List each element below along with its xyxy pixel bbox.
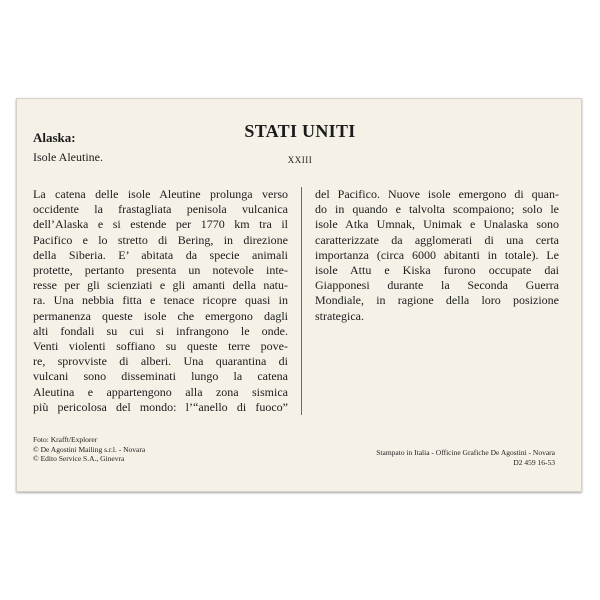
text-line: re, sprovviste di alberi. Una quarantina di: [33, 354, 288, 369]
text-line: isole Atka Umnak, Unimak e Unalaska sono: [315, 217, 559, 232]
text-line: isole Attu e Kiska furono occupate dai: [315, 263, 559, 278]
text-line: vulcani sono disseminati lungo la catena: [33, 369, 288, 384]
text-line: strategica.: [315, 308, 364, 323]
text-line: della Siberia. E’ abitata da specie animali: [33, 247, 288, 262]
text-line: resse per gli scienziati e gli amanti della natu-: [33, 278, 288, 293]
photo-credits: [33, 435, 145, 464]
text-line: Mondiale, in ragione della loro posizione: [315, 293, 559, 308]
credit-line: © De Agostini Mailing s.r.l. - Novara: [33, 444, 146, 454]
card-title: STATI UNITI: [244, 121, 356, 141]
text-line: La catena delle isole Aleutine prolunga verso: [33, 187, 288, 201]
text-line: occidente la frastagliata penisola vulcanica: [33, 202, 288, 217]
product-code: D2 459 16-53: [513, 457, 555, 467]
text-column-right: [315, 187, 559, 324]
text-line: caratterizzate da agglomerati di una certa: [315, 232, 559, 247]
credit-line: © Edito Service S.A., Ginevra: [33, 454, 125, 464]
card-number: XXIII: [287, 155, 313, 165]
text-line: del Pacifico. Nuove isole emergono di quan-: [315, 187, 559, 201]
text-line: protette, pertanto presenta un notevole inte-: [33, 263, 288, 278]
region-name: Alaska:: [33, 130, 76, 145]
text-line: do in quando e talvolta scompaiono; solo le: [315, 202, 559, 217]
text-column-left: [33, 187, 288, 415]
text-line: alti fondali su cui si infrangono le onde.: [33, 323, 288, 338]
column-divider: [301, 187, 302, 415]
subregion-name: Isole Aleutine.: [33, 150, 103, 164]
text-line: permanenza queste isole che emergono dagli: [33, 308, 288, 323]
printer-info: [376, 448, 555, 467]
text-line: importanza (circa 6000 abitanti in totale). Le: [315, 247, 559, 262]
text-line: più pericolosa del mondo: l’“anello di fuoco”: [33, 399, 288, 414]
postcard-back: [16, 98, 582, 492]
text-line: dell’Alaska e si estende per 1770 km tra il: [33, 217, 288, 232]
text-line: Pacifico e lo stretto di Bering, in direzione: [33, 232, 288, 247]
text-line: Aleutina e appartengono alla zona sismica: [33, 384, 288, 399]
text-line: ra. Una nebbia fitta e tenace ricopre quasi in: [33, 293, 288, 308]
text-line: Giapponesi durante la Seconda Guerra: [315, 278, 559, 293]
credit-line: Foto: Krafft/Explorer: [33, 435, 98, 444]
printer-line: Stampato in Italia - Officine Grafiche De Agostini - Novara: [376, 448, 555, 457]
text-line: Venti violenti soffiano su queste terre pove-: [33, 339, 288, 354]
